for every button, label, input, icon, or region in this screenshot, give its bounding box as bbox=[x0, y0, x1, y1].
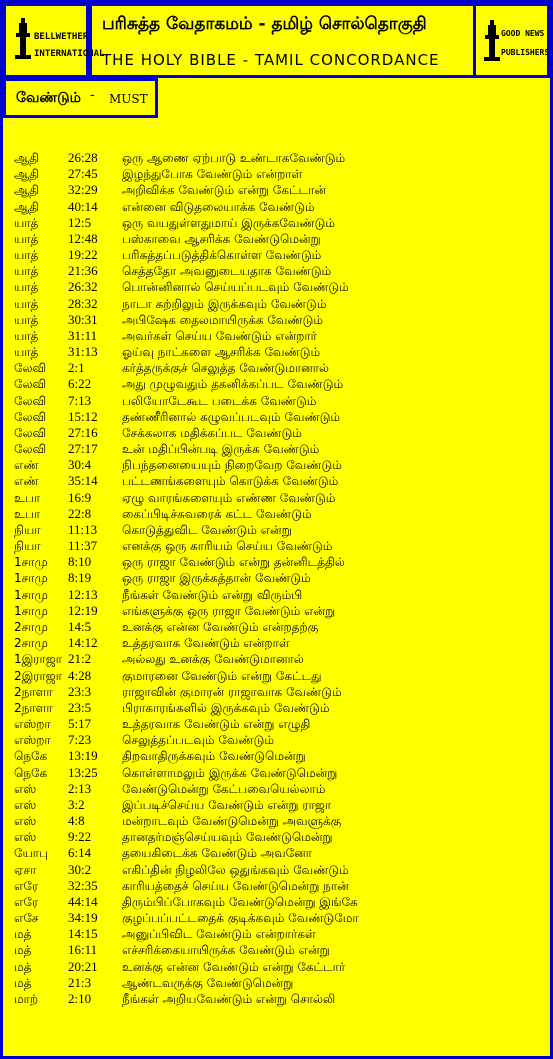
verse-text: ஓய்வு நாட்களை ஆசரிக்க வேண்டும் bbox=[122, 345, 321, 360]
verse-reference: 8:19 bbox=[68, 570, 92, 586]
verse-text: தானதர்மஞ்செய்யவும் வேண்டுமென்று bbox=[122, 830, 333, 845]
verse-reference: 21:3 bbox=[68, 974, 92, 990]
book-name: எஸ்றா bbox=[14, 717, 51, 732]
verse-reference: 7:23 bbox=[68, 732, 92, 748]
verse-reference: 23:3 bbox=[68, 683, 92, 699]
list-item bbox=[14, 797, 544, 813]
verse-reference: 14:12 bbox=[68, 635, 98, 651]
verse-reference: 8:10 bbox=[68, 554, 92, 570]
verse-text: எச்சரிக்கையாயிருக்க வேண்டும் என்று bbox=[122, 943, 330, 958]
verse-reference: 11:37 bbox=[68, 538, 98, 554]
book-name: 1இராஜா bbox=[14, 652, 63, 667]
book-name: யாத் bbox=[14, 345, 39, 360]
verse-text: தண்ணீரினால் கழுவப்படவும் வேண்டும் bbox=[122, 409, 341, 424]
verse-reference: 14:15 bbox=[68, 926, 98, 942]
book-name: எண் bbox=[14, 474, 39, 489]
verse-reference: 22:8 bbox=[68, 505, 92, 521]
list-item bbox=[14, 199, 544, 215]
list-item bbox=[14, 894, 544, 910]
verse-reference: 9:22 bbox=[68, 829, 92, 845]
book-name: யாத் bbox=[14, 248, 39, 263]
verse-text: ஒரு ஆணை ஏற்பாடு உண்டாகவேண்டும் bbox=[122, 151, 346, 165]
book-name: 2நாளா bbox=[14, 700, 53, 715]
verse-text: எங்களுக்கு ஒரு ராஜா வேண்டும் என்று bbox=[122, 603, 336, 618]
list-item bbox=[14, 635, 544, 651]
list-item bbox=[14, 991, 544, 1007]
verse-reference: 30:31 bbox=[68, 311, 98, 327]
verse-text: பலியோடேகூட படைக்க வேண்டும் bbox=[122, 393, 317, 408]
header bbox=[3, 3, 550, 78]
verse-text: ஒரு ராஜா வேண்டும் என்று தன்னிடத்தில் bbox=[122, 555, 345, 570]
verse-reference: 31:11 bbox=[68, 327, 98, 343]
list-item bbox=[14, 490, 544, 506]
book-name: ஆதி bbox=[14, 167, 40, 182]
list-item bbox=[14, 668, 544, 684]
book-name: எஸ்றா bbox=[14, 733, 51, 748]
list-item bbox=[14, 506, 544, 522]
book-name: எஸ் bbox=[14, 797, 37, 812]
verse-reference: 13:25 bbox=[68, 764, 98, 780]
book-name: லேவி bbox=[14, 409, 47, 424]
verse-reference: 27:16 bbox=[68, 424, 98, 440]
verse-text: உனக்கு என்ன வேண்டும் என்றதற்கு bbox=[122, 619, 319, 634]
verse-text: ஏழு வாரங்களையும் எண்ண வேண்டும் bbox=[122, 490, 336, 505]
verse-reference: 20:21 bbox=[68, 958, 98, 974]
book-name: யாத் bbox=[14, 312, 39, 327]
verse-reference: 12:13 bbox=[68, 586, 98, 602]
list-item bbox=[14, 748, 544, 764]
list-item bbox=[14, 926, 544, 942]
list-item bbox=[14, 538, 544, 554]
book-name: 1சாமு bbox=[14, 571, 48, 586]
verse-text: கொள்ளாமலும் இருக்க வேண்டுமென்று bbox=[122, 765, 338, 780]
list-item bbox=[14, 344, 544, 360]
verse-text: பிராகாரங்களில் இருக்கவும் வேண்டும் bbox=[122, 700, 330, 715]
book-name: நியா bbox=[14, 522, 41, 537]
book-name: லேவி bbox=[14, 442, 47, 457]
verse-reference: 16:11 bbox=[68, 942, 98, 958]
page-title-english: THE HOLY BIBLE - TAMIL CONCORDANCE bbox=[102, 51, 440, 69]
word-english: MUST bbox=[109, 92, 148, 106]
verse-reference: 21:36 bbox=[68, 263, 98, 279]
list-item bbox=[14, 716, 544, 732]
list-item bbox=[14, 781, 544, 797]
list-item bbox=[14, 603, 544, 619]
book-name: ஆதி bbox=[14, 199, 40, 214]
title-box bbox=[89, 3, 476, 78]
list-item bbox=[14, 231, 544, 247]
verse-text: மன்றாடவும் வேண்டுமென்று அவளுக்கு bbox=[122, 814, 342, 829]
verse-reference: 15:12 bbox=[68, 408, 98, 424]
list-item bbox=[14, 765, 544, 781]
word-dash: - bbox=[90, 88, 95, 103]
verse-text: காரியத்தைச் செய்ய வேண்டுமென்று நான் bbox=[122, 878, 349, 893]
verse-text: குமாரனை வேண்டும் என்று கேட்டது bbox=[122, 668, 322, 683]
list-item bbox=[14, 376, 544, 392]
book-name: எஸ் bbox=[14, 814, 37, 829]
verse-text: கொடுத்துவிட வேண்டும் என்று bbox=[122, 522, 292, 537]
verse-text: ஒரு ராஜா இருக்கத்தான் வேண்டும் bbox=[122, 571, 311, 586]
list-item bbox=[14, 829, 544, 845]
figure-icon bbox=[12, 18, 34, 62]
list-item bbox=[14, 651, 544, 667]
list-item bbox=[14, 975, 544, 991]
verse-reference: 12:5 bbox=[68, 214, 92, 230]
verse-text: திறவாதிருக்கவும் வேண்டுமென்று bbox=[122, 749, 306, 764]
verse-reference: 13:19 bbox=[68, 748, 98, 764]
list-item bbox=[14, 700, 544, 716]
book-name: மத் bbox=[14, 975, 32, 990]
list-item bbox=[14, 296, 544, 312]
verse-reference: 27:45 bbox=[68, 166, 98, 182]
verse-reference: 19:22 bbox=[68, 247, 98, 263]
list-item bbox=[14, 182, 544, 198]
book-name: நெகே bbox=[14, 749, 48, 764]
list-item bbox=[14, 279, 544, 295]
book-name: யாத் bbox=[14, 280, 39, 295]
book-name: 2நாளா bbox=[14, 684, 53, 699]
book-name: எசே bbox=[14, 911, 39, 926]
verse-reference: 44:14 bbox=[68, 893, 98, 909]
list-item bbox=[14, 473, 544, 489]
verse-text: அனுப்பிவிட வேண்டும் என்றார்கள் bbox=[122, 927, 316, 942]
book-name: எரே bbox=[14, 878, 39, 893]
verse-text: என்னை விடுதலையாக்க வேண்டும் bbox=[122, 199, 315, 214]
verse-reference: 6:22 bbox=[68, 376, 92, 392]
verse-reference: 6:14 bbox=[68, 845, 92, 861]
list-item bbox=[14, 247, 544, 263]
list-item bbox=[14, 813, 544, 829]
verse-text: அவர்கள் செய்ய வேண்டும் என்றார் bbox=[122, 328, 317, 343]
verse-reference: 12:19 bbox=[68, 602, 98, 618]
list-item bbox=[14, 959, 544, 975]
book-name: எரே bbox=[14, 894, 39, 909]
verse-text: சேக்கலாக மதிக்கப்பட வேண்டும் bbox=[122, 425, 302, 440]
book-name: யாத் bbox=[14, 328, 39, 343]
list-item bbox=[14, 166, 544, 182]
verse-text: நிபந்தனையையும் நிறைவேற வேண்டும் bbox=[122, 458, 342, 473]
verse-text: அல்லது உனக்கு வேண்டுமானால் bbox=[122, 652, 304, 667]
verse-text: பட்டணங்களையும் கொடுக்க வேண்டும் bbox=[122, 474, 339, 489]
book-name: 1சாமு bbox=[14, 555, 48, 570]
verse-reference: 12:48 bbox=[68, 230, 98, 246]
book-name: ஆதி bbox=[14, 151, 40, 165]
book-name: 2இராஜா bbox=[14, 668, 63, 683]
verse-text: அபிஷேக தைலமாயிருக்க வேண்டும் bbox=[122, 312, 324, 327]
verse-text: இப்படிச்செய்ய வேண்டும் என்று ராஜா bbox=[122, 797, 332, 812]
list-item bbox=[14, 910, 544, 926]
verse-reference: 28:32 bbox=[68, 295, 98, 311]
list-item bbox=[14, 732, 544, 748]
verse-reference: 30:4 bbox=[68, 457, 92, 473]
book-name: யாத் bbox=[14, 296, 39, 311]
book-name: 1சாமு bbox=[14, 603, 48, 618]
verse-reference: 26:28 bbox=[68, 150, 98, 165]
verse-text: குழப்பப்பட்டதைக் குடிக்கவும் வேண்டுமோ bbox=[122, 911, 359, 926]
verse-reference: 26:32 bbox=[68, 279, 98, 295]
list-item bbox=[14, 942, 544, 958]
verse-text: பஸ்காவை ஆசரிக்க வேண்டுமென்று bbox=[122, 231, 321, 246]
verse-reference: 34:19 bbox=[68, 910, 98, 926]
verse-text: உனக்கு என்ன வேண்டும் என்று கேட்டார் bbox=[122, 959, 346, 974]
verse-reference: 23:5 bbox=[68, 699, 92, 715]
verse-text: வேண்டுமென்று கேட்பவையெல்லாம் bbox=[122, 781, 326, 796]
list-item bbox=[14, 554, 544, 570]
verse-reference: 35:14 bbox=[68, 473, 98, 489]
verse-text: ஒரு வயதுள்ளதுமாய் இருக்கவேண்டும் bbox=[122, 215, 336, 230]
verse-reference: 2:13 bbox=[68, 780, 92, 796]
list-item bbox=[14, 409, 544, 425]
verse-reference: 31:13 bbox=[68, 344, 98, 360]
book-name: யாத் bbox=[14, 215, 39, 230]
book-name: நெகே bbox=[14, 765, 48, 780]
list-item bbox=[14, 150, 544, 166]
verse-reference: 14:5 bbox=[68, 618, 92, 634]
book-name: லேவி bbox=[14, 425, 47, 440]
verse-reference: 27:17 bbox=[68, 441, 98, 457]
list-item bbox=[14, 619, 544, 635]
search-word-box bbox=[3, 78, 158, 118]
verse-text: நீங்கள் அறியவேண்டும் என்று சொல்லி bbox=[122, 991, 336, 1006]
verse-text: அது முழுவதும் தகனிக்கப்பட வேண்டும் bbox=[122, 377, 344, 392]
book-name: உபா bbox=[14, 490, 41, 505]
concordance-list bbox=[14, 150, 544, 1007]
list-item bbox=[14, 570, 544, 586]
book-name: 2சாமு bbox=[14, 619, 48, 634]
list-item bbox=[14, 457, 544, 473]
verse-reference: 4:28 bbox=[68, 667, 92, 683]
verse-text: பரிசுத்தப்படுத்திக்கொள்ள வேண்டும் bbox=[122, 248, 322, 263]
book-name: ஏசா bbox=[14, 862, 37, 877]
verse-text: பொன்னினால் செய்யப்படவும் வேண்டும் bbox=[122, 280, 349, 295]
book-name: மாற் bbox=[14, 991, 39, 1006]
bellwether-text: BELLWETHER INTERNATIONAL bbox=[34, 32, 105, 59]
list-item bbox=[14, 684, 544, 700]
verse-text: எனக்கு ஒரு காரியம் செய்ய வேண்டும் bbox=[122, 539, 333, 554]
verse-reference: 11:13 bbox=[68, 521, 98, 537]
verse-text: ராஜாவின் குமாரன் ராஜாவாக வேண்டும் bbox=[122, 684, 342, 699]
book-name: மத் bbox=[14, 943, 32, 958]
book-name: மத் bbox=[14, 959, 32, 974]
list-item bbox=[14, 360, 544, 376]
book-name: உபா bbox=[14, 506, 41, 521]
good-news-logo bbox=[473, 3, 550, 78]
verse-reference: 32:35 bbox=[68, 877, 98, 893]
verse-text: ஆண்டவருக்கு வேண்டுமென்று bbox=[122, 975, 294, 990]
verse-text: இழந்துபோக வேண்டும் என்றாள் bbox=[122, 167, 303, 182]
verse-reference: 4:8 bbox=[68, 813, 85, 829]
verse-text: கர்த்தருக்குச் செலுத்த வேண்டுமானால் bbox=[122, 361, 329, 376]
page-title-tamil: பரிசுத்த வேதாகமம் - தமிழ் சொல்தொகுதி bbox=[102, 14, 427, 34]
verse-text: நீங்கள் வேண்டும் என்று விரும்பி bbox=[122, 587, 303, 602]
book-name: யோபு bbox=[14, 846, 49, 861]
verse-reference: 30:2 bbox=[68, 861, 92, 877]
book-name: எஸ் bbox=[14, 830, 37, 845]
verse-text: கைப்பிடிச்சுவரைக் கட்ட வேண்டும் bbox=[122, 506, 312, 521]
verse-reference: 2:1 bbox=[68, 360, 85, 376]
verse-reference: 7:13 bbox=[68, 392, 92, 408]
list-item bbox=[14, 328, 544, 344]
verse-text: உத்தரவாக வேண்டும் என்றாள் bbox=[122, 636, 290, 651]
list-item bbox=[14, 862, 544, 878]
book-name: யாத் bbox=[14, 231, 39, 246]
bellwether-logo bbox=[3, 3, 105, 78]
book-name: லேவி bbox=[14, 393, 47, 408]
list-item bbox=[14, 587, 544, 603]
good-news-text: GOOD NEWS PUBLISHERS bbox=[501, 29, 550, 57]
verse-reference: 40:14 bbox=[68, 198, 98, 214]
verse-reference: 2:10 bbox=[68, 990, 92, 1006]
book-name: எண் bbox=[14, 458, 39, 473]
list-item bbox=[14, 878, 544, 894]
verse-text: அறிவிக்க வேண்டும் என்று கேட்டான் bbox=[122, 183, 326, 198]
list-item bbox=[14, 845, 544, 861]
book-name: மத் bbox=[14, 927, 32, 942]
verse-reference: 3:2 bbox=[68, 796, 85, 812]
list-item bbox=[14, 441, 544, 457]
book-name: 2சாமு bbox=[14, 636, 48, 651]
list-item bbox=[14, 425, 544, 441]
verse-reference: 21:2 bbox=[68, 651, 92, 667]
verse-text: நாடா சுற்றிலும் இருக்கவும் வேண்டும் bbox=[122, 296, 327, 311]
verse-text: தயைகிடைக்க வேண்டும் அவனோ bbox=[122, 846, 313, 861]
verse-text: எகிப்தின் நிழலிலே ஒதுங்கவும் வேண்டும் bbox=[122, 862, 349, 877]
verse-text: செத்ததோ அவனுடையதாக வேண்டும் bbox=[122, 264, 332, 279]
book-name: லேவி bbox=[14, 377, 47, 392]
book-name: லேவி bbox=[14, 361, 47, 376]
list-item bbox=[14, 522, 544, 538]
list-item bbox=[14, 393, 544, 409]
verse-reference: 5:17 bbox=[68, 716, 92, 732]
verse-text: உத்தரவாக வேண்டும் என்று எழுதி bbox=[122, 717, 311, 732]
verse-text: உன் மதிப்பின்படி இருக்க வேண்டும் bbox=[122, 442, 320, 457]
book-name: 1சாமு bbox=[14, 587, 48, 602]
word-tamil: வேண்டும் bbox=[16, 90, 81, 106]
verse-text: திரும்பிப்போகவும் வேண்டுமென்று இங்கே bbox=[122, 894, 358, 909]
book-name: எஸ் bbox=[14, 781, 37, 796]
list-item bbox=[14, 263, 544, 279]
verse-text: செலுத்தப்படவும் வேண்டும் bbox=[122, 733, 274, 748]
book-name: யாத் bbox=[14, 264, 39, 279]
book-name: நியா bbox=[14, 539, 41, 554]
figure-icon bbox=[482, 20, 502, 64]
verse-reference: 16:9 bbox=[68, 489, 92, 505]
book-name: ஆதி bbox=[14, 183, 40, 198]
verse-reference: 32:29 bbox=[68, 182, 98, 198]
list-item bbox=[14, 312, 544, 328]
list-item bbox=[14, 215, 544, 231]
